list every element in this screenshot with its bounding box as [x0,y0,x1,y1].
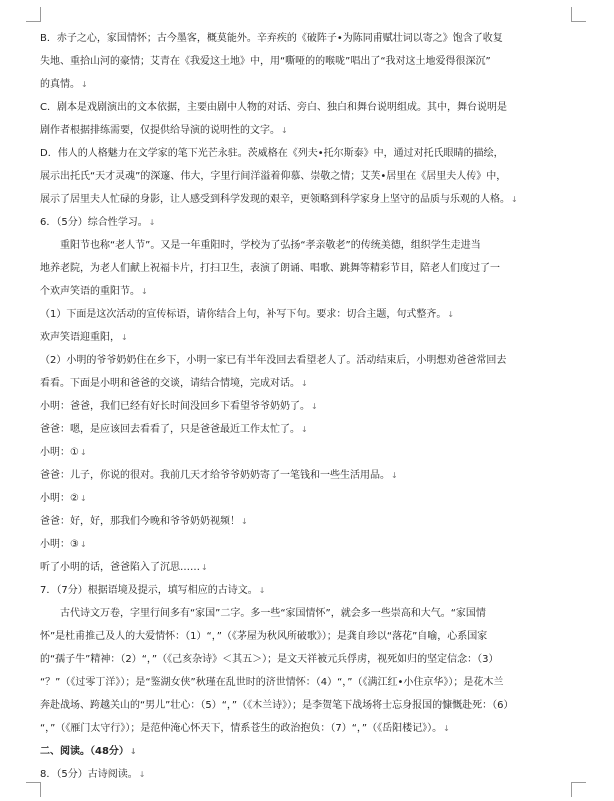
text-line [40,423,573,436]
line-text: 重阳节也称“老人节”。又是一年重阳时，学校为了弘扬“孝亲敬老”的传统美德，组织学生走进当 [60,240,481,251]
text-line [40,32,573,45]
line-text: 欢声笑语迎重阳， [40,332,120,343]
line-text: 小明：① [40,447,79,458]
line-text: （2）小明的爷爷奶奶住在乡下，小明一家已有半年没回去看望老人了。活动结束后，小明想劝爸爸常回去 [40,355,507,366]
paragraph-mark: ↓ [81,80,88,89]
text-line [40,55,573,68]
text-line [40,331,573,344]
line-text: 7．（7分）根据语境及提示，填写相应的古诗文。 [40,585,258,596]
text-line [40,308,573,321]
line-text: “？”（《过零丁洋》）；是“鉴湖女侠”秋瑾在乱世时的济世情怀：（4）“，”（《满江红•小住京华》）；是花木兰 [40,677,504,688]
line-text: 二、阅读。（48分） [40,746,129,757]
text-line [40,492,573,505]
paragraph-mark: ↓ [141,287,148,296]
line-text: 展示出托氏“天才灵魂”的深邃、伟大，字里行间洋溢着仰慕、崇敬之情；艾芙•居里在《居里夫人传》中， [40,171,507,182]
line-text: B．赤子之心，家国情怀；古今墨客，概莫能外。辛弃疾的《破阵子•为陈同甫赋壮词以寄之》饱含了收复 [40,33,503,44]
paragraph-mark: ↓ [391,471,398,480]
paragraph-mark: ↓ [79,494,87,503]
paragraph-mark: ↓ [79,448,87,457]
text-line [40,630,573,643]
text-line [40,216,573,229]
paragraph-mark: ↓ [301,425,308,434]
text-line [40,768,573,781]
line-text: 小明：③ [40,539,79,550]
text-line [40,78,573,91]
paragraph-mark: ↓ [138,770,146,779]
line-text: “，”（《雁门太守行》）；是范仲淹心怀天下，情系苍生的政治抱负：（7）“，”（《岳阳楼记》）。 [40,723,443,734]
line-text: 的真情。 [40,79,80,90]
line-text: 个欢声笑语的重阳节。 [40,286,140,297]
line-text: 的“孺子牛”精神：（2）“，”（《己亥杂诗》＜其五＞）；是文天祥被元兵俘虏，视死如归的坚定信念：（3） [40,654,499,665]
paragraph-mark: ↓ [148,218,156,227]
corner-mark-bottom-right [571,782,586,797]
paragraph-mark: ↓ [241,517,248,526]
line-text: 古代诗文万卷，字里行间多有“家国”二字。多一些“家国情怀”，就会多一些崇高和大气。“家国情 [60,608,486,619]
paragraph-mark: ↓ [281,126,288,135]
line-text: （1）下面是这次活动的宣传标语，请你结合上句，补写下句。要求：切合主题，句式整齐。 [40,309,447,320]
text-line [40,653,573,666]
line-text: 爸爸：嗯，是应该回去看看了，只是爸爸最近工作太忙了。 [40,424,300,435]
line-text: 小明：② [40,493,79,504]
corner-mark-top-right [571,7,586,22]
paragraph-mark: ↓ [258,586,266,595]
text-line [40,607,573,620]
paragraph-mark: ↓ [443,724,450,733]
line-text: 6．（5分）综合性学习。 [40,217,148,228]
text-line [40,193,573,206]
line-text: 展示了居里夫人忙碌的身影，让人感受到科学发现的艰辛，更领略到科学家身上坚守的品质与乐观的人格。 [40,194,510,205]
line-text: 8．（5分）古诗阅读。 [40,769,138,780]
text-line [40,446,573,459]
text-line [40,584,573,597]
text-line [40,147,573,160]
text-line [40,377,573,390]
corner-mark-top-left [26,7,41,22]
paragraph-mark: ↓ [129,747,137,756]
line-text: 小明：爸爸，我们已经有好长时间没回乡下看望爷爷奶奶了。 [40,401,310,412]
text-line [40,285,573,298]
text-line [40,469,573,482]
paragraph-mark: ↓ [301,379,308,388]
paragraph-mark: ↓ [79,540,87,549]
line-text: 怀”是杜甫推己及人的大爱情怀：（1）“，”（《茅屋为秋风所破歌》）；是龚自珍以“落花”自喻，心系国家 [40,631,488,642]
document-page [40,32,573,791]
line-text: 爸爸：好，好，那我们今晚和爷爷奶奶视频！ [40,516,240,527]
line-text: D．伟人的人格魅力在文学家的笔下光芒永驻。茨威格在《列夫•托尔斯泰》中，通过对托氏眼睛的描绘， [40,148,504,159]
text-line [40,262,573,275]
line-text: 听了小明的话，爸爸陷入了沉思…… [40,562,200,573]
text-line [40,354,573,367]
paragraph-mark: ↓ [511,195,518,204]
corner-mark-bottom-left [26,782,41,797]
text-line [40,170,573,183]
text-line [40,676,573,689]
line-text: C．剧本是戏剧演出的文本依据，主要由剧中人物的对话、旁白、独白和舞台说明组成。其中，舞台说明是 [40,102,507,113]
paragraph-mark: ↓ [201,563,208,572]
paragraph-mark: ↓ [311,402,318,411]
line-text: 剧作者根据排练需要，仅提供给导演的说明性的文字。 [40,125,280,136]
line-text: 失地、重拾山河的豪情；艾青在《我爱这土地》中，用“嘶哑的的喉咙”唱出了“我对这土地爱得很深沉” [40,56,491,67]
paragraph-mark: ↓ [447,310,455,319]
text-line [40,124,573,137]
text-line [40,561,573,574]
line-text: 奔赴战场、跨越关山的“男儿”壮心：（5）“，”（《木兰诗》）；是李贺笔下战场将士忘身报国的慷慨赴死：（6） [40,700,514,711]
text-line [40,699,573,712]
text-line [40,515,573,528]
line-text: 爸爸：儿子，你说的很对。我前几天才给爷爷奶奶寄了一笔钱和一些生活用品。 [40,470,390,481]
text-line [40,400,573,413]
text-line [40,239,573,252]
text-line [40,538,573,551]
line-text: 地养老院，为老人们献上祝福卡片，打扫卫生，表演了朗诵、唱歌、跳舞等精彩节目，陪老人们度过了一 [40,263,500,274]
text-line [40,745,573,758]
text-line [40,101,573,114]
line-text: 看看。下面是小明和爸爸的交谈，请结合情境，完成对话。 [40,378,300,389]
paragraph-mark: ↓ [121,333,128,342]
text-line [40,722,573,735]
